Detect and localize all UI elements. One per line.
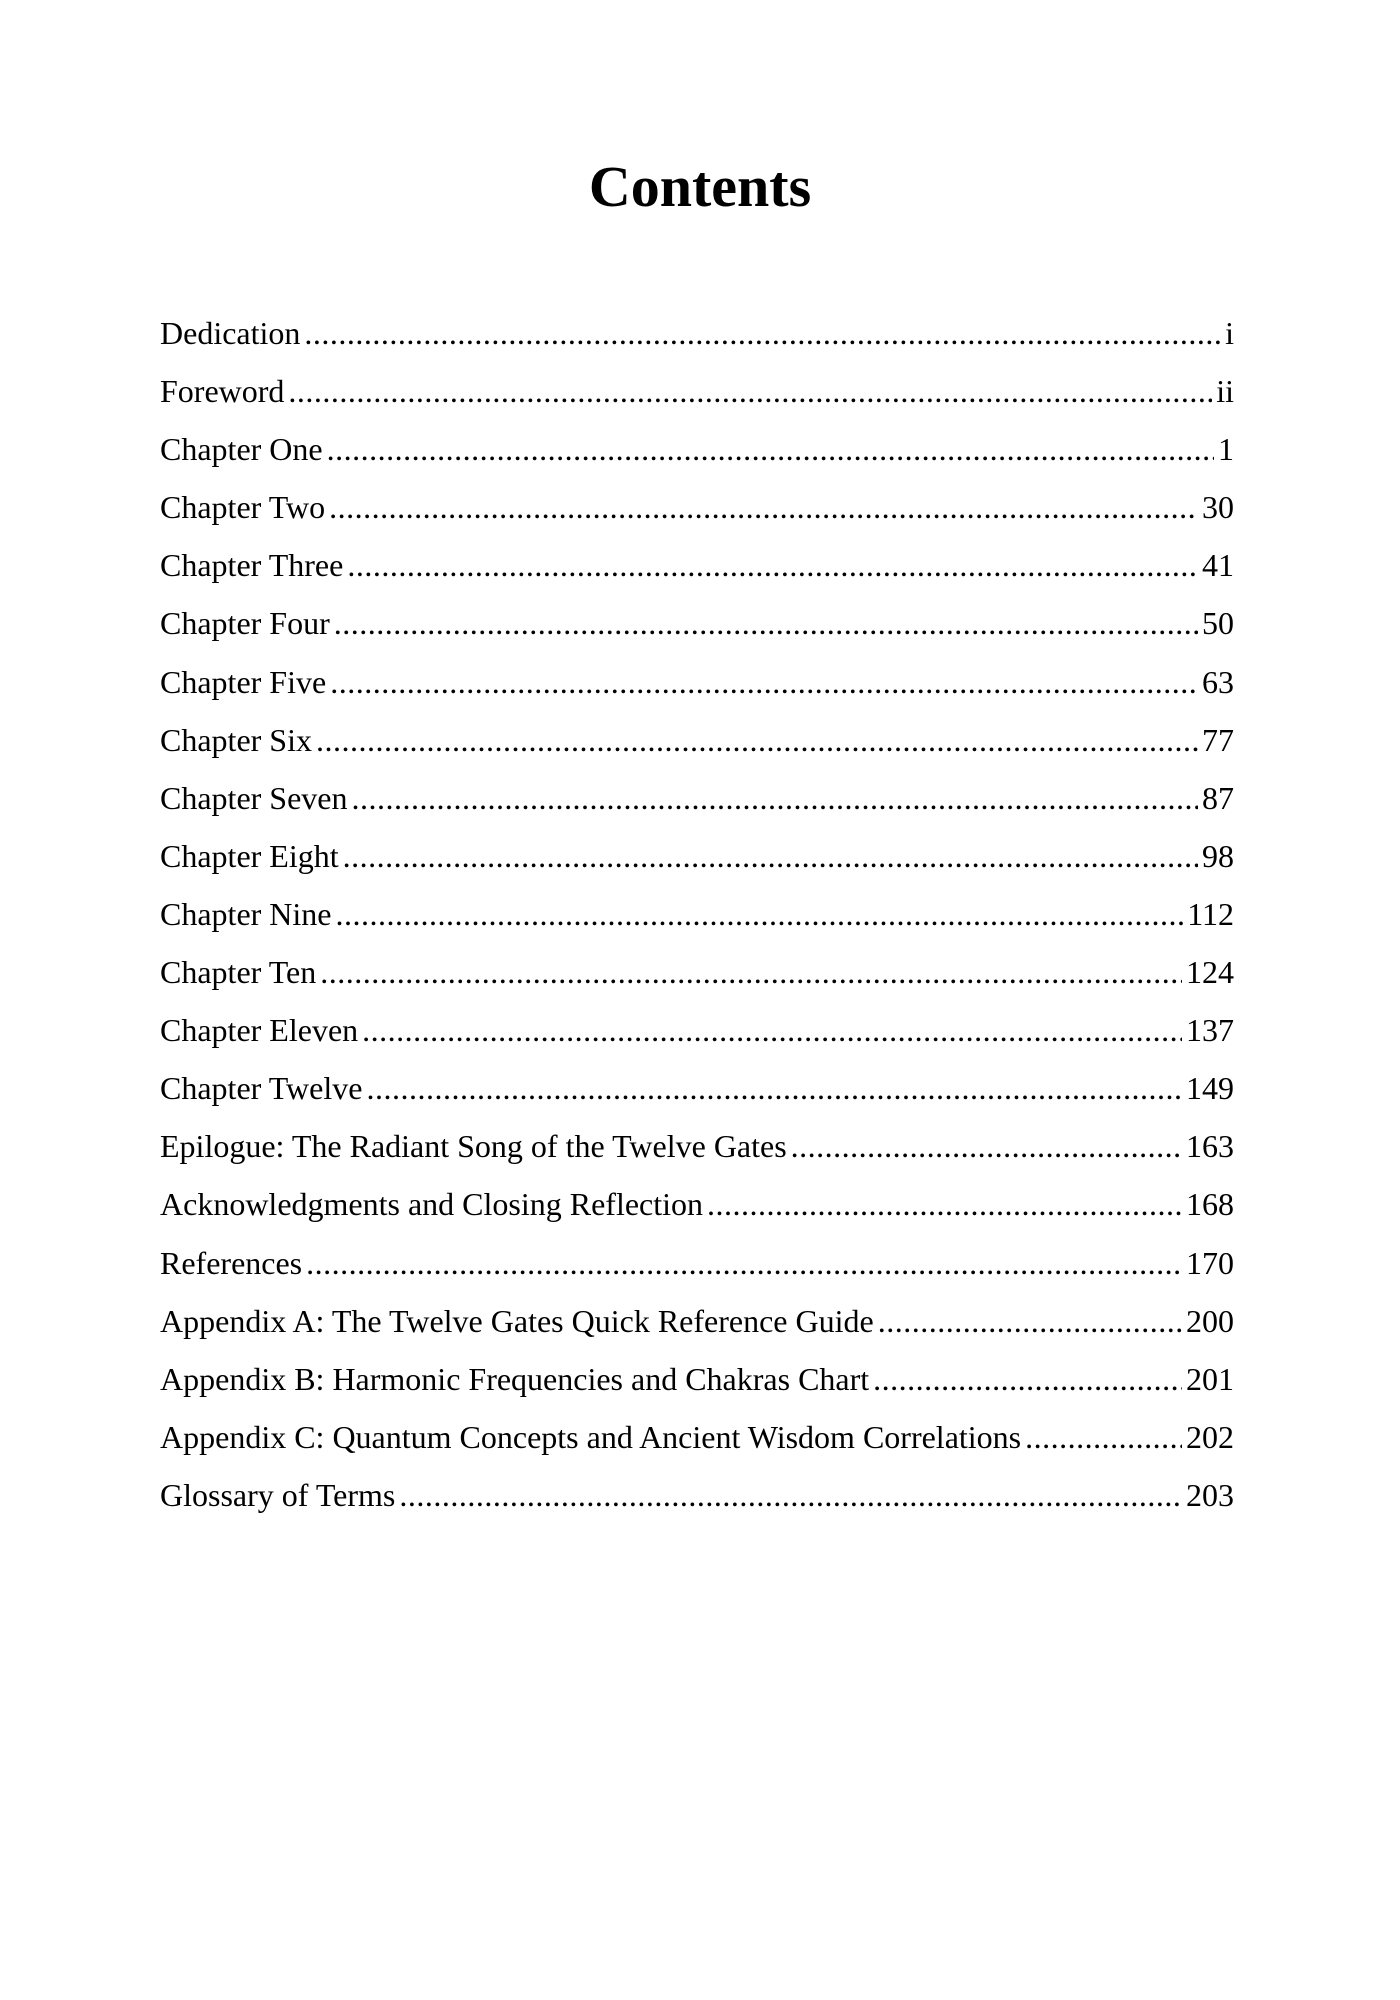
toc-entry-label: Glossary of Terms — [160, 1476, 396, 1513]
toc-entry[interactable] — [160, 1001, 1234, 1059]
toc-entry[interactable] — [160, 1350, 1234, 1408]
toc-entry[interactable] — [160, 1175, 1234, 1233]
dot-leader — [791, 1117, 1182, 1175]
dot-leader — [320, 943, 1182, 1001]
toc-entry-label: Foreword — [160, 373, 285, 410]
toc-entry-page: 1 — [1218, 431, 1234, 468]
toc-entry[interactable] — [160, 653, 1234, 711]
toc-entry[interactable] — [160, 594, 1234, 652]
toc-entry-label: Chapter Ten — [160, 954, 317, 991]
toc-entry-page: 112 — [1187, 895, 1234, 932]
dot-leader — [304, 304, 1221, 362]
toc-entry[interactable] — [160, 827, 1234, 885]
toc-entry-label: Appendix A: The Twelve Gates Quick Reference Guide — [160, 1302, 874, 1339]
toc-entry-label: Chapter Seven — [160, 779, 348, 816]
toc-entry[interactable] — [160, 711, 1234, 769]
dot-leader — [316, 711, 1198, 769]
toc-entry-page: 87 — [1202, 779, 1234, 816]
page-title: Contents — [588, 154, 812, 219]
dot-leader — [330, 653, 1198, 711]
toc-entry[interactable] — [160, 1117, 1234, 1175]
toc-entry[interactable] — [160, 1292, 1234, 1350]
toc-entry-label: Chapter Three — [160, 547, 344, 584]
dot-leader — [288, 362, 1212, 420]
dot-leader — [343, 827, 1198, 885]
dot-leader — [707, 1175, 1182, 1233]
toc-entry-page: 41 — [1202, 547, 1234, 584]
toc-entry-page: 50 — [1202, 605, 1234, 642]
toc-entry-page: 30 — [1202, 489, 1234, 526]
dot-leader — [366, 1059, 1182, 1117]
toc-entry-label: Appendix C: Quantum Concepts and Ancient Wisdom Correlations — [160, 1418, 1022, 1455]
dot-leader — [347, 536, 1198, 594]
toc-entry[interactable] — [160, 362, 1234, 420]
toc-entry-label: Chapter Six — [160, 721, 312, 758]
toc-entry[interactable] — [160, 536, 1234, 594]
dot-leader — [334, 594, 1198, 652]
toc-entry[interactable] — [160, 1059, 1234, 1117]
dot-leader — [1025, 1408, 1182, 1466]
dot-leader — [362, 1001, 1182, 1059]
toc-entry-page: i — [1225, 315, 1234, 351]
toc-entry-label: Chapter Two — [160, 489, 326, 526]
toc-entry-label: Chapter Eleven — [160, 1012, 359, 1049]
toc-entry[interactable] — [160, 304, 1234, 362]
toc-entry-page: 170 — [1186, 1244, 1234, 1281]
dot-leader — [327, 420, 1214, 478]
dot-leader — [399, 1466, 1182, 1524]
toc-entry-page: 168 — [1186, 1186, 1234, 1223]
toc-entry-label: Appendix B: Harmonic Frequencies and Chakras Chart — [160, 1360, 870, 1397]
toc-entry-label: Epilogue: The Radiant Song of the Twelve Gates — [160, 1128, 787, 1165]
toc-entry[interactable] — [160, 1466, 1234, 1524]
toc-entry-page: 77 — [1202, 721, 1234, 758]
dot-leader — [352, 769, 1199, 827]
toc-entry[interactable] — [160, 769, 1234, 827]
toc-entry-page: 149 — [1186, 1070, 1234, 1107]
toc-entry-label: Chapter One — [160, 431, 323, 468]
toc-entry-page: 201 — [1186, 1360, 1234, 1397]
toc-entry-label: Chapter Eight — [160, 837, 339, 874]
toc-entry-page: 137 — [1186, 1012, 1234, 1049]
dot-leader — [878, 1292, 1182, 1350]
toc-entry-label: Chapter Nine — [160, 895, 332, 932]
toc-entry[interactable] — [160, 1234, 1234, 1292]
toc-entry-page: 63 — [1202, 663, 1234, 700]
toc-entry[interactable] — [160, 885, 1234, 943]
toc-entry-label: References — [160, 1244, 303, 1281]
toc-entry-label: Dedication — [160, 315, 301, 351]
toc-entry[interactable] — [160, 420, 1234, 478]
toc-entry[interactable] — [160, 478, 1234, 536]
toc-entry-page: 124 — [1186, 954, 1234, 991]
toc-entry-page: 98 — [1202, 837, 1234, 874]
toc-entry-page: 202 — [1186, 1418, 1234, 1455]
toc-entry-page: 163 — [1186, 1128, 1234, 1165]
toc-entry-label: Chapter Four — [160, 605, 330, 642]
dot-leader — [336, 885, 1184, 943]
toc-entry-page: ii — [1216, 373, 1234, 410]
toc-entry-label: Chapter Twelve — [160, 1070, 363, 1107]
dot-leader — [873, 1350, 1182, 1408]
toc-entry-page: 203 — [1186, 1476, 1234, 1513]
toc-entry[interactable] — [160, 943, 1234, 1001]
toc-entry[interactable] — [160, 1408, 1234, 1466]
dot-leader — [329, 478, 1198, 536]
dot-leader — [306, 1234, 1182, 1292]
toc-entry-label: Chapter Five — [160, 663, 327, 700]
toc-entry-label: Acknowledgments and Closing Reflection — [160, 1186, 704, 1223]
table-of-contents — [160, 304, 1234, 1524]
toc-entry-page: 200 — [1186, 1302, 1234, 1339]
